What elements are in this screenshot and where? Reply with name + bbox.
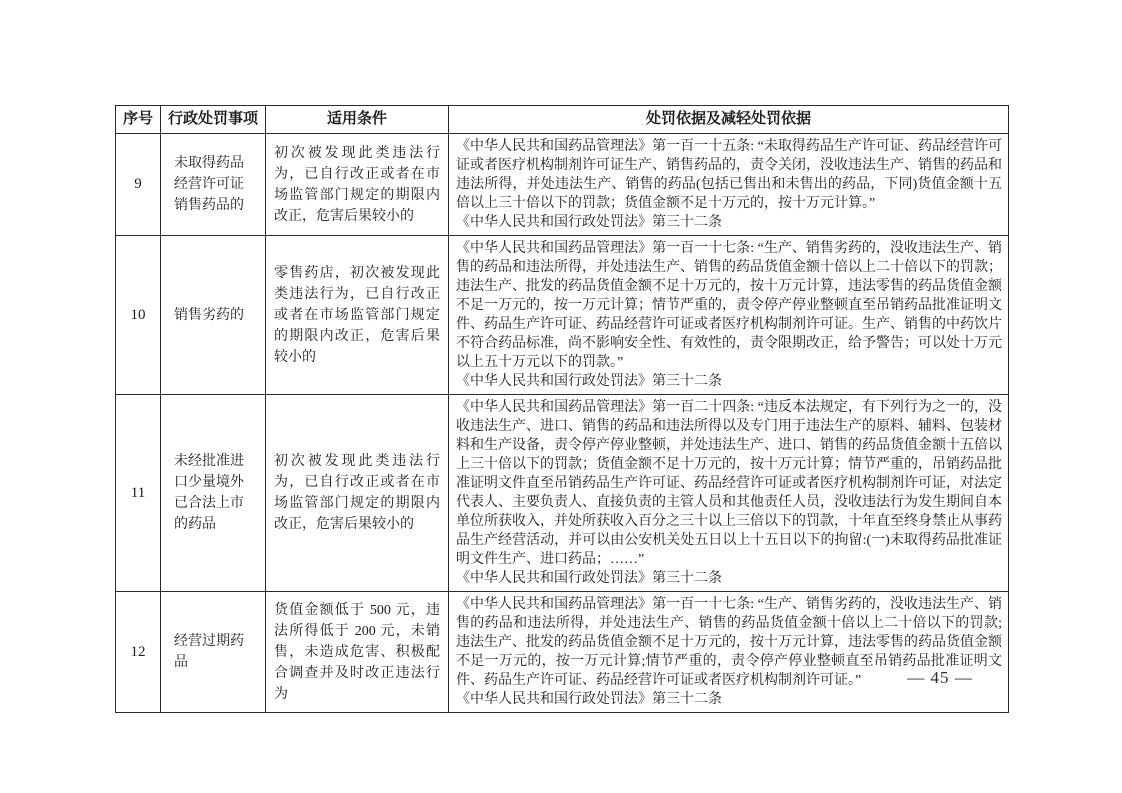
cell-row-number: 9 bbox=[116, 134, 161, 236]
cell-penalty-item: 未经批准进口少量境外已合法上市的药品 bbox=[161, 395, 266, 592]
cell-row-number: 12 bbox=[116, 592, 161, 713]
table-row bbox=[116, 236, 1009, 395]
table-row bbox=[116, 592, 1009, 713]
basis-law-reference: 《中华人民共和国行政处罚法》第三十二条 bbox=[456, 692, 722, 707]
cell-penalty-item: 经营过期药品 bbox=[161, 592, 266, 713]
cell-condition: 货值金额低于 500 元，违法所得低于 200 元，未销售，未造成危害、积极配合调查并及时改正违法行为 bbox=[266, 592, 449, 713]
cell-penalty-item: 未取得药品经营许可证销售药品的 bbox=[161, 134, 266, 236]
basis-law-reference: 《中华人民共和国行政处罚法》第三十二条 bbox=[456, 215, 722, 230]
header-cell-no: 序号 bbox=[116, 106, 161, 134]
cell-condition: 初次被发现此类违法行为，已自行改正或者在市场监管部门规定的期限内改正，危害后果较小的 bbox=[266, 395, 449, 592]
basis-main-text: 《中华人民共和国药品管理法》第一百一十五条: “未取得药品生产许可证、药品经营许可证或者医疗机构制剂许可证生产、销售药品的，责令关闭，没收违法生产、销售的药品和违法所得，并处违法生产、销售的药品(包括已售出和未售出的药品，下同)货值金额十五倍以上三十倍以下的罚款；货值金额不足十万元的，按十万元计算。” bbox=[456, 139, 1002, 211]
basis-main-text: 《中华人民共和国药品管理法》第一百一十七条: “生产、销售劣药的，没收违法生产、销售的药品和违法所得，并处违法生产、销售的药品货值金额十倍以上二十倍以下的罚款;违法生产、批发的药品货值金额不足十万元的，按十万元计算，违法零售的药品货值金额不足一万元的，按一万元计算;情节严重的，责令停产停业整顿直至吊销药品批准证明文件、药品生产许可证、药品经营许可证或者医疗机构制剂许可证。” bbox=[456, 597, 1002, 688]
cell-condition: 零售药店，初次被发现此类违法行为，已自行改正或者在市场监管部门规定的期限内改正，危害后果较小的 bbox=[266, 236, 449, 395]
basis-main-text: 《中华人民共和国药品管理法》第一百一十七条: “生产、销售劣药的，没收违法生产、销售的药品和违法所得，并处违法生产、销售的药品货值金额十倍以上二十倍以下的罚款；违法生产、批发的药品货值金额不足十万元的，按十万元计算，违法零售的药品货值金额不足一万元的，按一万元计算；情节严重的，责令停产停业整顿直至吊销药品批准证明文件、药品生产许可证、药品经营许可证或者医疗机构制剂许可证。生产、销售的中药饮片不符合药品标准，尚不影响安全性、有效性的，责令限期改正，给予警告；可以处十万元以上五十万元以下的罚款。” bbox=[456, 241, 1002, 370]
basis-main-text: 《中华人民共和国药品管理法》第一百二十四条: “违反本法规定，有下列行为之一的，没收违法生产、进口、销售的药品和违法所得以及专门用于违法生产的原料、辅料、包装材料和生产设备，责令停产停业整顿，并处违法生产、进口、销售的药品货值金额十五倍以上三十倍以下的罚款；货值金额不足十万元的，按十万元计算；情节严重的，吊销药品批准证明文件直至吊销药品生产许可证、药品经营许可证或者医疗机构制剂许可证，对法定代表人、主要负责人、直接负责的主管人员和其他责任人员，没收违法行为发生期间自本单位所获收入，并处所获收入百分之三十以上三倍以下的罚款，十年直至终身禁止从事药品生产经营活动，并可以由公安机关处五日以上十五日以下的拘留:(一)未取得药品批准证明文件生产、进口药品；……” bbox=[456, 400, 1002, 567]
cell-penalty-basis bbox=[449, 134, 1009, 236]
table-row bbox=[116, 134, 1009, 236]
penalty-table bbox=[115, 105, 1009, 713]
table-header bbox=[116, 106, 1009, 134]
basis-law-reference: 《中华人民共和国行政处罚法》第三十二条 bbox=[456, 374, 722, 389]
header-cell-item: 行政处罚事项 bbox=[161, 106, 266, 134]
cell-penalty-basis bbox=[449, 592, 1009, 713]
cell-row-number: 11 bbox=[116, 395, 161, 592]
page-number: — 45 — bbox=[907, 668, 973, 687]
table-row bbox=[116, 395, 1009, 592]
cell-penalty-item: 销售劣药的 bbox=[161, 236, 266, 395]
header-cell-condition: 适用条件 bbox=[266, 106, 449, 134]
basis-law-reference: 《中华人民共和国行政处罚法》第三十二条 bbox=[456, 571, 722, 586]
header-cell-basis: 处罚依据及减轻处罚依据 bbox=[449, 106, 1009, 134]
header-row bbox=[116, 106, 1009, 134]
cell-penalty-basis bbox=[449, 236, 1009, 395]
table-body bbox=[116, 134, 1009, 713]
cell-condition: 初次被发现此类违法行为，已自行改正或者在市场监管部门规定的期限内改正，危害后果较小的 bbox=[266, 134, 449, 236]
cell-penalty-basis bbox=[449, 395, 1009, 592]
cell-row-number: 10 bbox=[116, 236, 161, 395]
